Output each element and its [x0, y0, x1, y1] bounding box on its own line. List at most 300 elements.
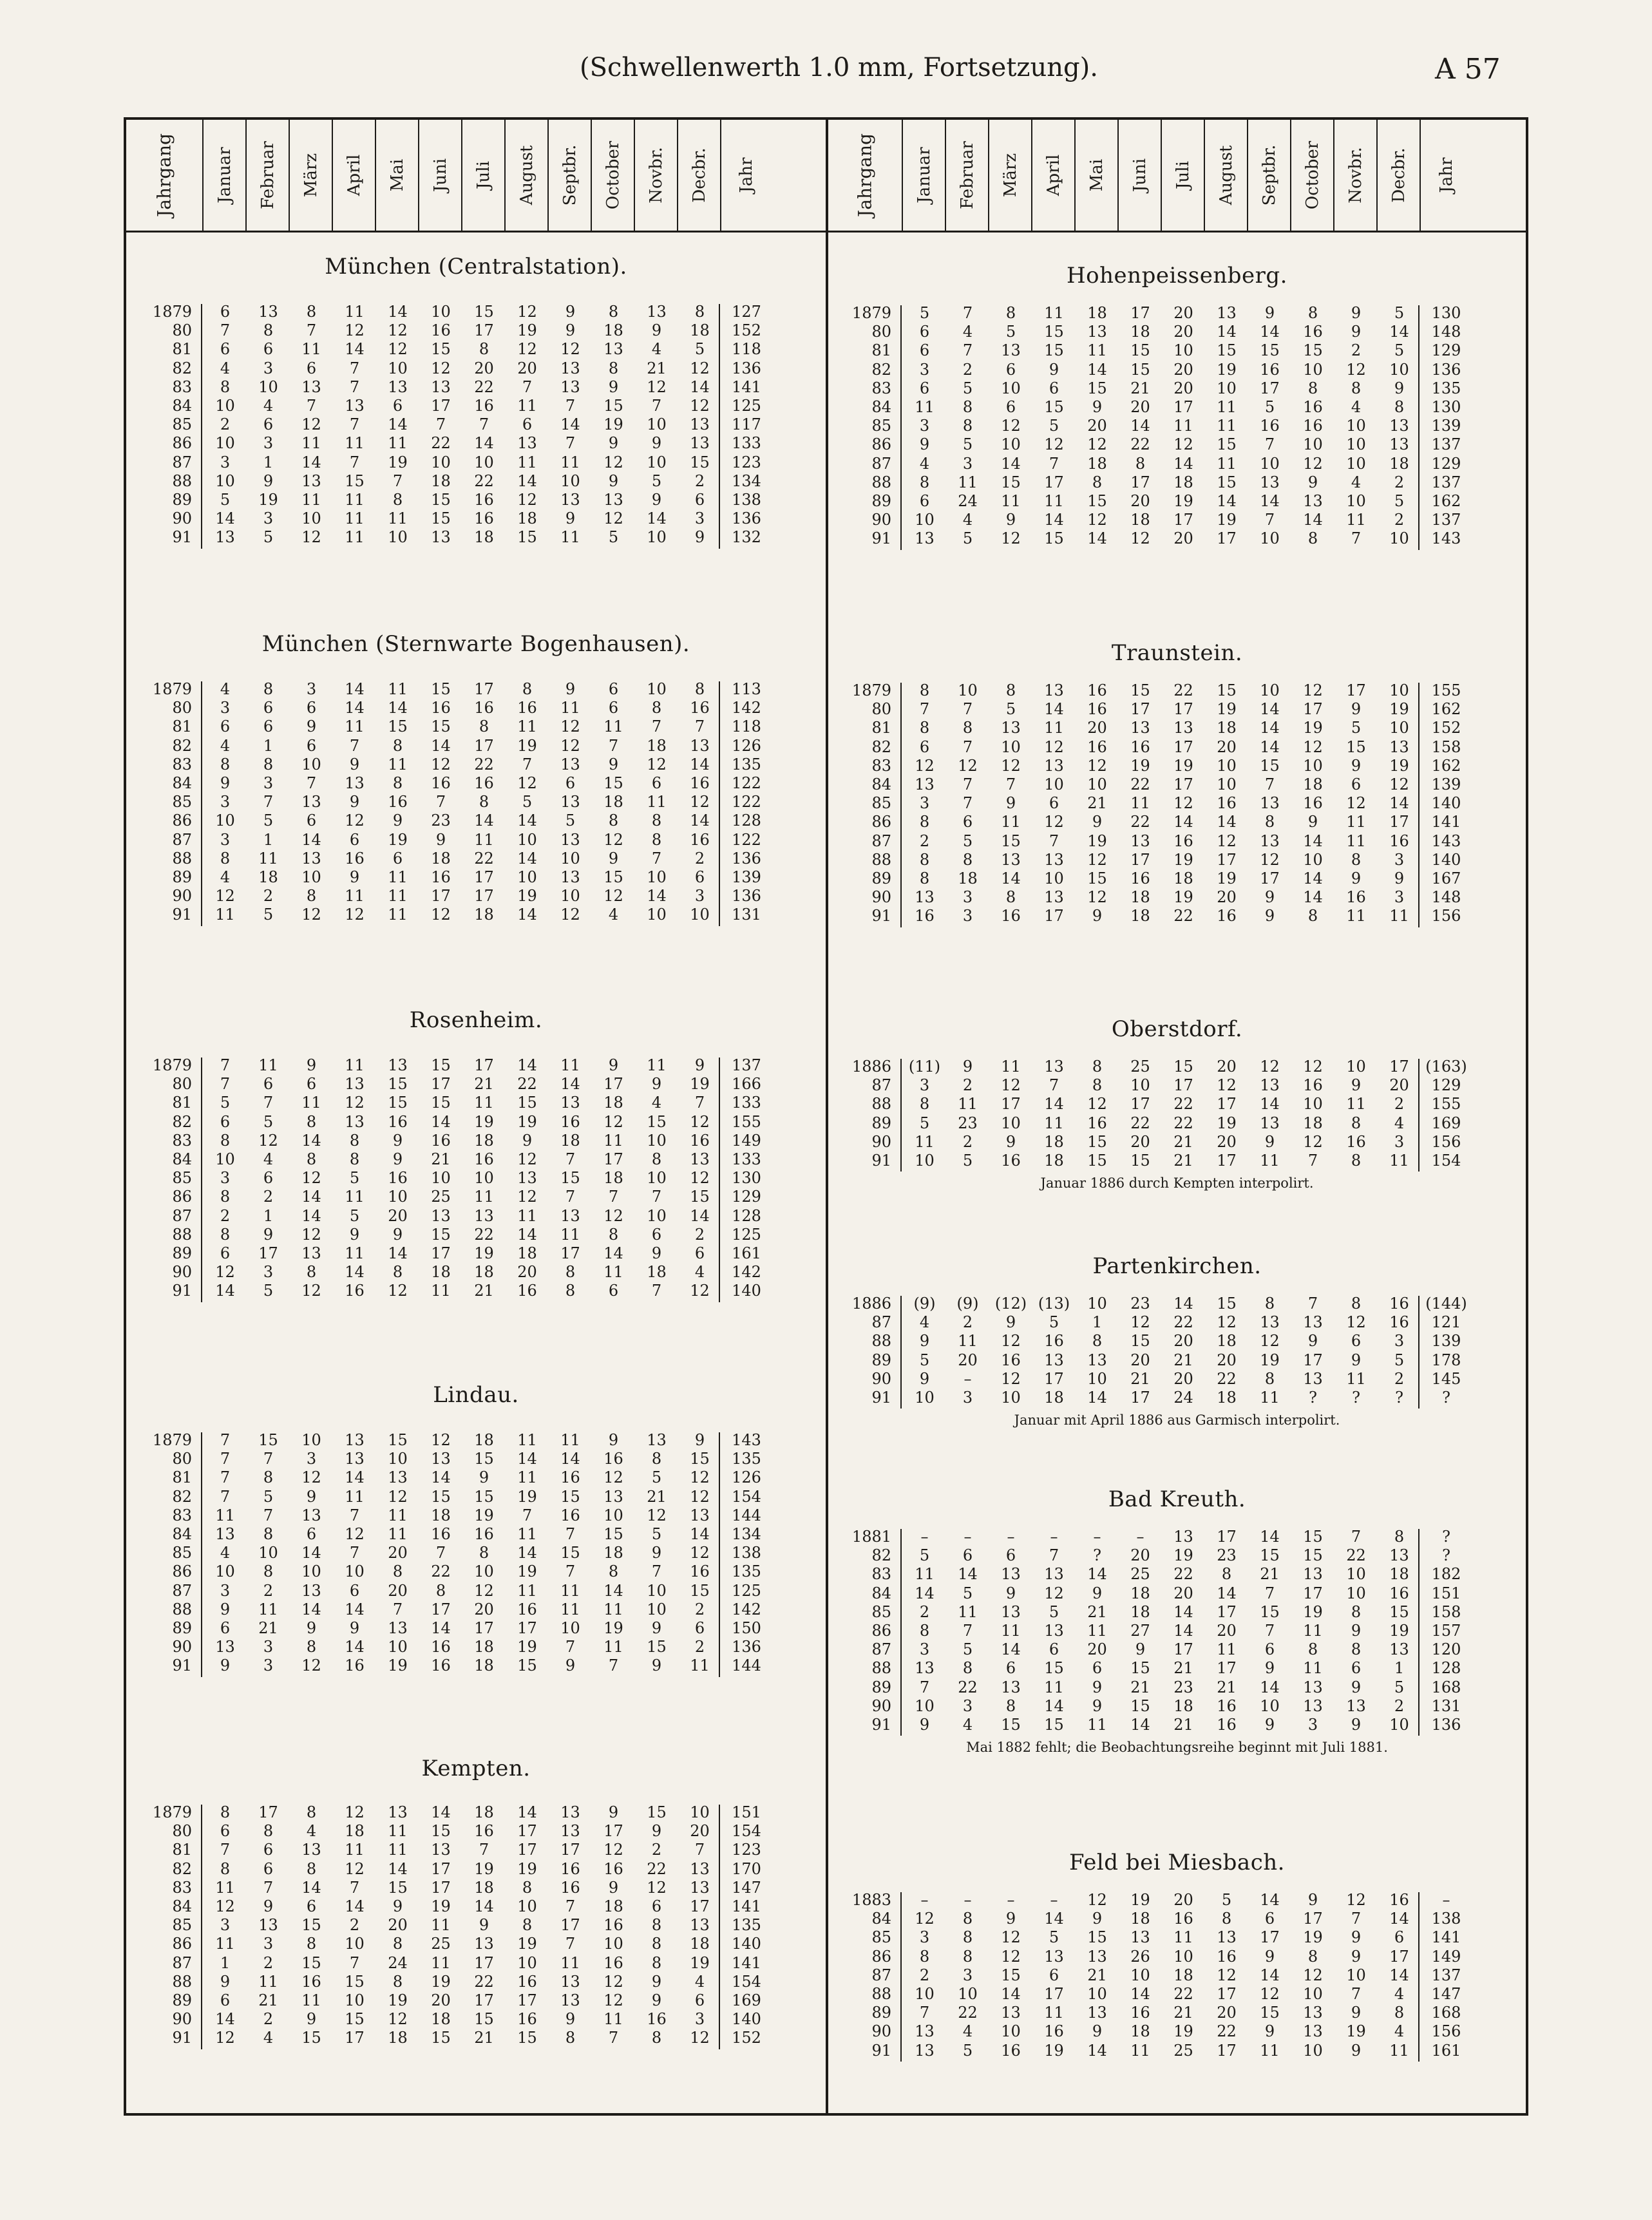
month-cell: 22 [1130, 813, 1150, 831]
column-header-month [1032, 120, 1076, 231]
month-cell: 16 [915, 907, 935, 925]
year-cell: 84 [172, 774, 192, 792]
month-cell: 4 [1394, 2022, 1405, 2041]
month-cell: 16 [388, 1112, 408, 1131]
month-cell: 10 [647, 1169, 667, 1188]
year-cell: 85 [172, 1916, 192, 1935]
month-cell: 16 [474, 774, 494, 792]
month-cell: 7 [962, 700, 973, 719]
year-cell: 88 [871, 850, 891, 869]
month-cell: 20 [1130, 1132, 1150, 1151]
month-cell: 19 [1044, 2041, 1064, 2060]
month-cell: 17 [560, 1841, 580, 1859]
month-cell: 14 [345, 1600, 365, 1618]
table-row [126, 887, 826, 906]
month-cell: 24 [958, 492, 978, 510]
year-cell: 91 [172, 1656, 192, 1675]
month-cell: 12 [647, 755, 667, 773]
month-cell: 2 [694, 1600, 705, 1618]
month-cell: 10 [474, 1562, 494, 1581]
month-cell: 15 [690, 1450, 710, 1468]
table-row [828, 1603, 1526, 1622]
month-cell: 23 [1130, 1295, 1150, 1313]
month-cell: 15 [1389, 1602, 1409, 1621]
month-cell: 13 [1217, 304, 1237, 322]
month-cell: 13 [1303, 1369, 1323, 1388]
month-cell: 10 [1087, 1985, 1107, 2003]
month-cell: 5 [263, 906, 274, 924]
month-cell: 12 [560, 736, 580, 755]
month-cell: 20 [474, 1600, 494, 1618]
month-cell: 11 [517, 717, 537, 736]
month-cell: 11 [1217, 454, 1237, 473]
month-cell: 14 [345, 1468, 365, 1487]
month-cell: 6 [349, 830, 360, 849]
month-cell: 8 [919, 719, 930, 737]
month-cell: 12 [1087, 435, 1107, 454]
month-cell: 15 [690, 1188, 710, 1206]
month-cell: 6 [220, 1244, 231, 1262]
month-cell: 9 [1005, 1132, 1016, 1151]
month-cell: 19 [431, 1972, 451, 1991]
month-cell: 18 [1130, 2022, 1150, 2041]
month-cell: 10 [1260, 454, 1280, 473]
month-cell: 18 [431, 1506, 451, 1524]
month-cell: 17 [1217, 1602, 1237, 1621]
month-cell: 8 [919, 1947, 930, 1966]
month-cell: 15 [1130, 681, 1150, 699]
month-cell: 16 [517, 699, 537, 717]
month-cell: 14 [517, 1225, 537, 1244]
month-cell: 8 [306, 1859, 317, 1878]
month-cell: 13 [915, 888, 935, 907]
year-cell: 82 [871, 360, 891, 379]
month-cell: 20 [1217, 1058, 1237, 1076]
right-table [828, 120, 1526, 2113]
table-row [828, 1370, 1526, 1389]
month-cell: 6 [919, 492, 930, 510]
month-cell: 7 [349, 1878, 360, 1897]
table-row [126, 1582, 826, 1600]
month-cell: 13 [474, 1935, 494, 1953]
year-cell: 83 [172, 1878, 192, 1897]
month-cell: 15 [1001, 831, 1021, 850]
month-cell: 20 [1173, 323, 1193, 341]
month-cell: 9 [220, 1972, 231, 1991]
month-cell: 9 [1351, 1622, 1362, 1640]
column-header-month [1119, 120, 1162, 231]
month-cell: 14 [1260, 323, 1280, 341]
month-cell: 14 [958, 1565, 978, 1584]
annual-total-cell: 137 [1431, 473, 1461, 491]
year-cell: 84 [871, 1584, 891, 1602]
annual-total-cell: 169 [732, 1991, 761, 2009]
month-cell: 16 [603, 1450, 623, 1468]
month-cell: 8 [1307, 1947, 1318, 1966]
annual-total-cell: 133 [732, 1094, 761, 1112]
month-cell: 8 [1005, 1696, 1016, 1715]
month-cell: 12 [1389, 775, 1409, 793]
month-cell: 10 [1303, 435, 1323, 454]
month-cell: 8 [962, 719, 973, 737]
month-cell: 11 [647, 1056, 667, 1074]
month-cell: 9 [306, 1056, 317, 1074]
annual-total-cell: 136 [1431, 1716, 1461, 1734]
month-cell: 13 [1044, 1622, 1064, 1640]
month-cell: 16 [603, 1916, 623, 1935]
month-cell: 19 [388, 453, 408, 471]
table-row [828, 1332, 1526, 1351]
month-cell: 16 [603, 1953, 623, 1972]
month-cell: 16 [431, 1656, 451, 1675]
month-cell: 18 [1173, 473, 1193, 491]
month-cell: 14 [1130, 1716, 1150, 1734]
month-cell: 15 [1260, 1546, 1280, 1565]
month-cell: 15 [301, 1953, 321, 1972]
month-cell: 23 [1173, 1678, 1193, 1696]
month-cell: 2 [694, 1225, 705, 1244]
month-cell: 11 [1346, 1369, 1366, 1388]
column-header-label: Juni [430, 158, 450, 193]
column-rule [719, 1432, 720, 1677]
month-cell: 3 [919, 1640, 930, 1659]
column-rule [201, 681, 202, 926]
month-cell: 17 [1217, 850, 1237, 869]
month-cell: 10 [1303, 2041, 1323, 2060]
month-cell: 12 [517, 303, 537, 321]
month-cell: 10 [1173, 1947, 1193, 1966]
table-row [126, 1282, 826, 1300]
month-cell: 6 [349, 1581, 360, 1600]
month-cell: 11 [431, 1282, 451, 1300]
month-cell: 12 [345, 1803, 365, 1821]
table-row [828, 304, 1526, 323]
month-cell: 14 [301, 1188, 321, 1206]
month-cell: 11 [560, 1581, 580, 1600]
month-cell: 13 [388, 1056, 408, 1074]
month-cell: 14 [690, 811, 710, 830]
month-cell: 16 [690, 1131, 710, 1150]
month-cell: 11 [915, 398, 935, 416]
annual-total-cell: 128 [1431, 1659, 1461, 1678]
month-cell: 14 [474, 1897, 494, 1915]
month-cell: 4 [694, 1263, 705, 1282]
month-cell: 7 [1049, 1546, 1059, 1565]
month-cell: 12 [690, 397, 710, 415]
month-cell: – [1093, 1528, 1101, 1546]
table-row [126, 774, 826, 793]
year-cell: 83 [871, 1565, 891, 1584]
station-block [126, 1007, 826, 1307]
column-header-jahr [721, 120, 772, 231]
month-cell: 11 [1173, 417, 1193, 435]
month-cell: 8 [651, 1450, 662, 1468]
month-cell: 7 [651, 849, 662, 868]
month-cell: 17 [1303, 1351, 1323, 1369]
year-cell: 90 [871, 1132, 891, 1151]
month-cell: 14 [345, 1897, 365, 1915]
column-header-month [1334, 120, 1378, 231]
month-cell: 10 [388, 1188, 408, 1206]
column-rule [201, 304, 202, 549]
month-cell: 11 [1130, 2041, 1150, 2060]
month-cell: 3 [220, 1169, 231, 1188]
month-cell: 10 [915, 1152, 935, 1170]
month-cell: 17 [1217, 2041, 1237, 2060]
month-cell: 18 [690, 1935, 710, 1953]
month-cell: 7 [349, 415, 360, 434]
month-cell: 4 [220, 1544, 231, 1562]
month-cell: 11 [517, 1525, 537, 1543]
month-cell: 7 [220, 1468, 231, 1487]
month-cell: 16 [1389, 1295, 1409, 1313]
month-cell: 11 [560, 699, 580, 717]
month-cell: 22 [1173, 907, 1193, 925]
month-cell: 17 [1130, 700, 1150, 719]
year-cell: 81 [871, 719, 891, 737]
month-cell: 11 [517, 1468, 537, 1487]
month-cell: 20 [1217, 1132, 1237, 1151]
month-cell: 16 [1389, 1584, 1409, 1602]
month-cell: 14 [1087, 1389, 1107, 1407]
month-cell: 10 [215, 471, 235, 490]
year-cell: 89 [871, 869, 891, 887]
table-row [828, 398, 1526, 417]
annual-total-cell: 129 [732, 1188, 761, 1206]
table-row [126, 849, 826, 868]
table-row [126, 1094, 826, 1112]
month-cell: 8 [1351, 1640, 1362, 1659]
month-cell: 7 [479, 1841, 489, 1859]
month-cell: 6 [1351, 1659, 1362, 1678]
month-cell: 15 [431, 1056, 451, 1074]
month-cell: 18 [1130, 511, 1150, 529]
column-header-label: Mai [1087, 158, 1106, 192]
month-cell: 12 [1303, 737, 1323, 756]
month-cell: 16 [431, 1638, 451, 1656]
month-cell: 10 [1389, 719, 1409, 737]
month-cell: 3 [919, 1928, 930, 1947]
month-cell: 7 [349, 377, 360, 396]
year-cell: 82 [871, 1546, 891, 1565]
month-cell: 10 [215, 1150, 235, 1168]
table-row [126, 1468, 826, 1487]
month-cell: 4 [608, 906, 619, 924]
month-cell: 13 [431, 528, 451, 547]
month-cell: 8 [651, 1916, 662, 1935]
month-cell: 10 [603, 1935, 623, 1953]
month-cell: 15 [1303, 1528, 1323, 1546]
annual-total-cell: 132 [732, 528, 761, 547]
month-cell: 15 [474, 1487, 494, 1506]
month-cell: 15 [1260, 341, 1280, 360]
month-cell: 16 [301, 1972, 321, 1991]
column-header-month [506, 120, 549, 231]
annual-total-cell: 152 [732, 321, 761, 340]
month-cell: 16 [560, 1878, 580, 1897]
year-cell: 1886 [851, 1058, 891, 1076]
month-cell: 3 [694, 887, 705, 906]
month-cell: 17 [517, 1619, 537, 1637]
month-cell: 6 [306, 736, 317, 755]
month-cell: 7 [306, 321, 317, 340]
month-cell: 12 [1001, 417, 1021, 435]
year-cell: 91 [172, 528, 192, 547]
table-row [828, 1948, 1526, 1966]
column-header-month [333, 120, 376, 231]
month-cell: 11 [1130, 794, 1150, 813]
table-row [828, 341, 1526, 360]
month-cell: 12 [603, 1206, 623, 1225]
month-cell: 22 [958, 1678, 978, 1696]
month-cell: 17 [1173, 775, 1193, 793]
year-cell: 89 [871, 1114, 891, 1132]
month-cell: 10 [1346, 454, 1366, 473]
month-cell: 16 [1389, 831, 1409, 850]
month-cell: 12 [1260, 1332, 1280, 1351]
month-cell: 9 [608, 849, 619, 868]
column-header-label: October [603, 140, 623, 210]
month-cell: 4 [263, 1150, 274, 1168]
month-cell: 25 [431, 1935, 451, 1953]
month-cell: 15 [1044, 1659, 1064, 1678]
month-cell: 22 [1217, 2022, 1237, 2041]
month-cell: 14 [1303, 831, 1323, 850]
year-cell: 89 [172, 1991, 192, 2009]
month-cell: 9 [263, 1897, 274, 1915]
month-cell: 1 [263, 736, 274, 755]
month-cell: 11 [1044, 1678, 1064, 1696]
month-cell: 2 [220, 415, 231, 434]
month-cell: 12 [603, 1468, 623, 1487]
month-cell: 17 [1260, 869, 1280, 887]
year-cell: 83 [871, 756, 891, 775]
month-cell: 9 [651, 1656, 662, 1675]
month-cell: 4 [962, 323, 973, 341]
month-cell: 8 [1264, 1295, 1275, 1313]
month-cell: 11 [603, 1638, 623, 1656]
month-cell: 5 [962, 1640, 973, 1659]
annual-total-cell: 125 [732, 397, 761, 415]
table-row [828, 851, 1526, 869]
month-cell: 7 [220, 321, 231, 340]
month-cell: 15 [690, 453, 710, 471]
month-cell: 9 [651, 1972, 662, 1991]
month-cell: 8 [306, 1803, 317, 1821]
month-cell: – [1050, 1528, 1058, 1546]
month-cell: 13 [1001, 719, 1021, 737]
annual-total-cell: 156 [1431, 907, 1461, 925]
month-cell: 15 [690, 1581, 710, 1600]
month-cell: 12 [1303, 1058, 1323, 1076]
year-cell: 88 [871, 1985, 891, 2003]
table-row [828, 775, 1526, 794]
month-cell: 10 [301, 755, 321, 773]
year-cell: 87 [871, 454, 891, 473]
table-row [828, 1716, 1526, 1734]
column-rule [1418, 1892, 1419, 2062]
month-cell: 14 [1260, 1966, 1280, 1984]
month-cell: 12 [301, 1468, 321, 1487]
month-cell: 18 [431, 1263, 451, 1282]
month-cell: 12 [1217, 1966, 1237, 1984]
month-cell: 12 [1346, 360, 1366, 379]
month-cell: 9 [263, 1225, 274, 1244]
month-cell: 11 [431, 1953, 451, 1972]
month-cell: 8 [651, 2029, 662, 2047]
month-cell: 11 [603, 717, 623, 736]
month-cell: 8 [608, 303, 619, 321]
annual-total-cell: 118 [732, 340, 761, 359]
month-cell: 18 [1303, 775, 1323, 793]
column-header-label: Decbr. [689, 147, 709, 203]
month-cell: 3 [1394, 1132, 1405, 1151]
month-cell: 9 [651, 1244, 662, 1262]
month-cell: 11 [431, 1916, 451, 1935]
table-row [126, 509, 826, 528]
month-cell: 12 [1087, 1095, 1107, 1114]
station-title: Kempten. [421, 1756, 531, 1781]
month-cell: 18 [603, 1094, 623, 1112]
month-cell: 9 [392, 1150, 403, 1168]
month-cell: 16 [1389, 1313, 1409, 1332]
month-cell: 10 [1087, 1295, 1107, 1313]
month-cell: 12 [690, 1468, 710, 1487]
month-cell: 13 [431, 1206, 451, 1225]
month-cell: 18 [1130, 888, 1150, 907]
month-cell: 16 [1217, 1947, 1237, 1966]
month-cell: 7 [565, 1562, 576, 1581]
month-cell: 21 [1087, 1966, 1107, 1984]
month-cell: 16 [1001, 1152, 1021, 1170]
table-row [126, 699, 826, 717]
month-cell: 8 [694, 303, 705, 321]
month-cell: 7 [263, 1094, 274, 1112]
month-cell: 9 [1264, 1659, 1275, 1678]
month-cell: ? [1395, 1389, 1403, 1407]
month-cell: 15 [345, 471, 365, 490]
month-cell: 4 [962, 2022, 973, 2041]
month-cell: 12 [474, 1581, 494, 1600]
month-cell: 8 [479, 1544, 489, 1562]
month-cell: 13 [345, 1075, 365, 1094]
month-cell: 12 [958, 756, 978, 775]
month-cell: 5 [608, 528, 619, 547]
month-cell: 4 [962, 1716, 973, 1734]
column-header-month [678, 120, 721, 231]
column-header-label: Jahrgang [854, 133, 876, 217]
month-cell: 5 [1049, 1313, 1059, 1332]
month-cell: 17 [431, 887, 451, 906]
month-cell: 8 [263, 680, 274, 698]
month-cell: 9 [565, 303, 576, 321]
annual-total-cell: 168 [1431, 2004, 1461, 2022]
month-cell: 17 [1217, 1528, 1237, 1546]
month-cell: 13 [1389, 435, 1409, 454]
month-cell: 18 [1130, 323, 1150, 341]
year-cell: 88 [172, 471, 192, 490]
month-cell: 10 [915, 1985, 935, 2003]
table-row [126, 1879, 826, 1897]
month-cell: 10 [1173, 341, 1193, 360]
month-cell: 8 [1092, 1076, 1103, 1095]
month-cell: 12 [388, 1487, 408, 1506]
month-cell: 5 [694, 340, 705, 359]
month-cell: 13 [1303, 1696, 1323, 1715]
month-cell: 13 [1260, 794, 1280, 813]
table-row [126, 1600, 826, 1619]
month-cell: 9 [349, 793, 360, 811]
